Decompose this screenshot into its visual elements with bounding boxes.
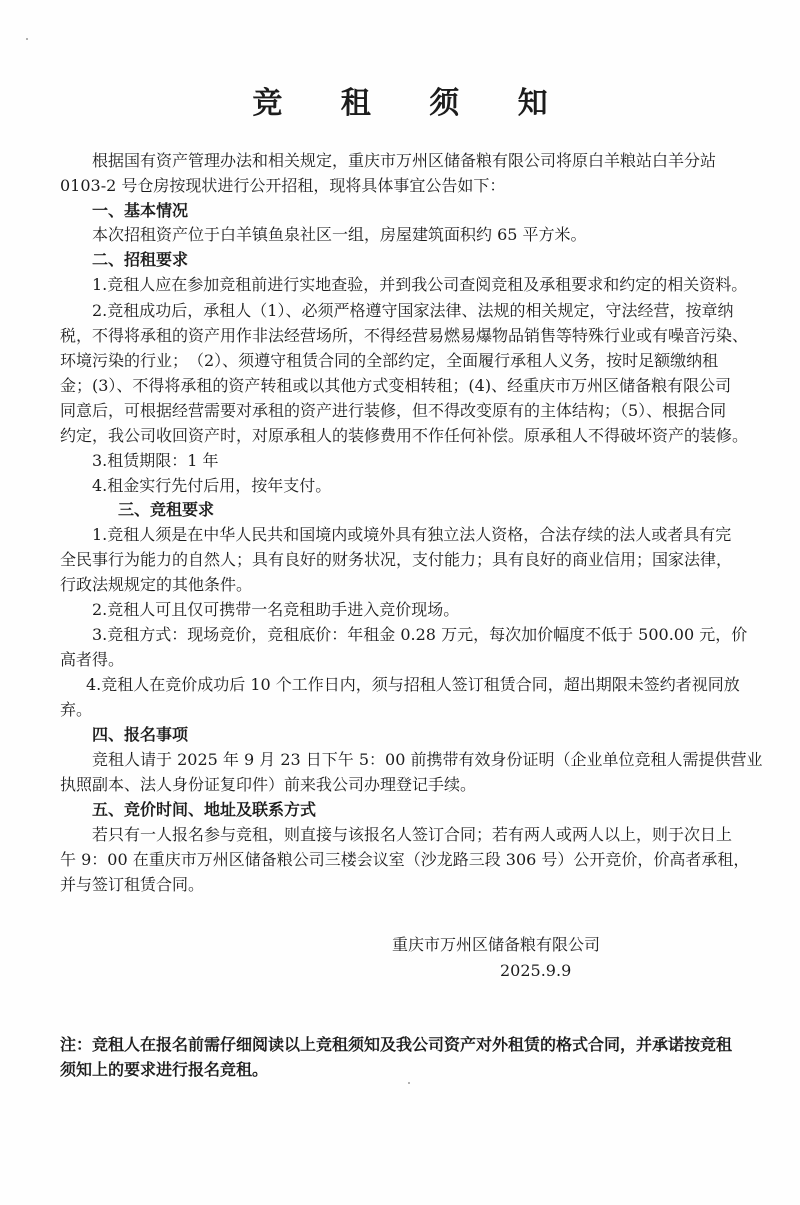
signature-company: 重庆市万州区储备粮有限公司 <box>392 935 601 954</box>
body-line: 同意后，可根据经营需要对承租的资产进行装修，但不得改变原有的主体结构；（5）、根据合同 <box>60 401 727 420</box>
section-heading-time-location: 五、竞价时间、地址及联系方式 <box>92 800 317 819</box>
body-line: 竞租人请于 2025 年 9 月 23 日下午 5：00 前携带有效身份证明（企业单位竞租人需提供营业 <box>92 750 763 769</box>
body-line: 本次招租资产位于白羊镇鱼泉社区一组，房屋建筑面积约 65 平方米。 <box>92 225 587 244</box>
document-title: 竞 租 须 知 <box>252 86 572 121</box>
body-line: 3.租赁期限：1 年 <box>92 451 219 470</box>
body-line: 3.竞租方式：现场竞价，竞租底价：年租金 0.28 万元，每次加价幅度不低于 500.00 元，价 <box>92 625 748 644</box>
intro-line: 0103-2 号仓房按现状进行公开招租，现将具体事宜公告如下： <box>60 176 506 195</box>
body-line: 全民事行为能力的自然人；具有良好的财务状况，支付能力；具有良好的商业信用；国家法律， <box>60 550 733 569</box>
note-line: 须知上的要求进行报名竞租。 <box>60 1060 269 1079</box>
section-heading-basic: 一、基本情况 <box>92 201 189 220</box>
body-line: 4.租金实行先付后用，按年支付。 <box>92 476 332 495</box>
body-line: 执照副本、法人身份证复印件）前来我公司办理登记手续。 <box>60 775 477 794</box>
body-line: 税，不得将承租的资产用作非法经营场所，不得经营易燃易爆物品销售等特殊行业或有噪音污染、 <box>60 326 749 345</box>
body-line: 金；(3）、不得将承租的资产转租或以其他方式变相转租；(4)、经重庆市万州区储备粮有限公司 <box>60 376 732 395</box>
body-line: 行政法规规定的其他条件。 <box>60 575 253 594</box>
body-line: 2.竞租成功后，承租人（1）、必须严格遵守国家法律、法规的相关规定，守法经营，按章纳 <box>92 301 734 320</box>
body-line: 弃。 <box>60 700 93 719</box>
body-line: 约定，我公司收回资产时，对原承租人的装修费用不作任何补偿。原承租人不得破坏资产的装修。 <box>60 426 749 445</box>
body-line: 2.竞租人可且仅可携带一名竞租助手进入竞价现场。 <box>92 600 460 619</box>
note-line: 注：竞租人在报名前需仔细阅读以上竞租须知及我公司资产对外租赁的格式合同，并承诺按竞租 <box>60 1035 733 1054</box>
body-line: 若只有一人报名参与竞租，则直接与该报名人签订合同；若有两人或两人以上，则于次日上 <box>92 825 733 844</box>
body-line: 环境污染的行业； （2）、须遵守租赁合同的全部约定，全面履行承租人义务，按时足额缴纳租 <box>60 351 719 370</box>
section-heading-bidding: 三、竞租要求 <box>118 500 215 519</box>
body-line: 4.竞租人在竞价成功后 10 个工作日内，须与招租人签订租赁合同，超出期限未签约者视同放 <box>86 675 740 694</box>
body-line: 高者得。 <box>60 650 125 669</box>
body-line: 午 9：00 在重庆市万州区储备粮公司三楼会议室（沙龙路三段 306 号）公开竞价，价高者承租， <box>60 850 750 869</box>
body-line: 并与签订租赁合同。 <box>60 875 205 894</box>
section-heading-requirements: 二、招租要求 <box>92 250 189 269</box>
scan-speck <box>408 1082 410 1084</box>
intro-line: 根据国有资产管理办法和相关规定，重庆市万州区储备粮有限公司将原白羊粮站白羊分站 <box>92 151 717 170</box>
section-heading-registration: 四、报名事项 <box>92 725 189 744</box>
body-line: 1.竞租人须是在中华人民共和国境内或境外具有独立法人资格，合法存续的法人或者具有完 <box>92 525 732 544</box>
signature-date: 2025.9.9 <box>500 961 572 980</box>
body-line: 1.竞租人应在参加竞租前进行实地查验，并到我公司查阅竞租及承租要求和约定的相关资料。 <box>92 275 748 294</box>
scan-speck <box>26 38 28 40</box>
